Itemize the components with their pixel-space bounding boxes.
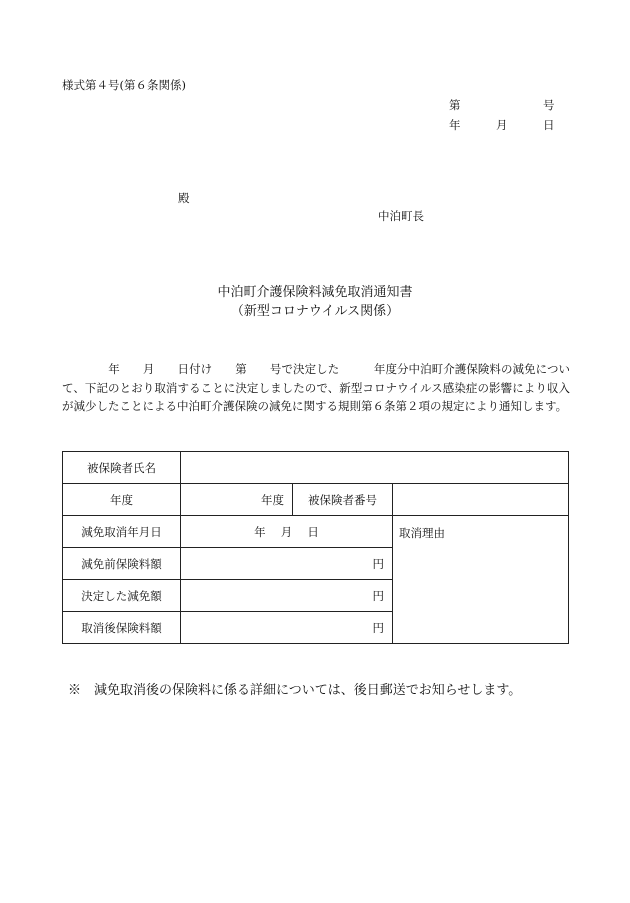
table-row-cancel-date [63, 516, 569, 548]
cancel-date-value: 年 月 日 [181, 516, 393, 548]
pre-premium-label: 減免前保険料額 [63, 548, 181, 580]
issuer-name: 中泊町長 [378, 209, 424, 223]
pre-premium-yen: 円 [181, 548, 393, 580]
insured-number-value [393, 484, 569, 516]
number-prefix: 第 [449, 98, 461, 112]
notice-body-paragraph: 年 月 日付け 第 号で決定した 年度分中泊町介護保険料の減免について、下記のとおり取消することに決定しましたので、新型コロナウイルス感染症の影響により収入が減少したことによる中泊町介護保険の減免に関する規則第６条第２項の規定により通知します。 [62, 362, 570, 413]
date-year: 年 [449, 118, 461, 132]
document-subtitle: （新型コロナウイルス関係） [230, 304, 400, 319]
table-row-fiscal-year [63, 484, 569, 516]
insured-number-label: 被保険者番号 [293, 484, 393, 516]
notice-details-table [62, 451, 569, 644]
insured-name-value [181, 452, 569, 484]
post-premium-yen: 円 [181, 612, 393, 644]
post-premium-label: 取消後保険料額 [63, 612, 181, 644]
insured-name-label: 被保険者氏名 [63, 452, 181, 484]
decided-amount-label: 決定した減免額 [63, 580, 181, 612]
table-row-insured-name [63, 452, 569, 484]
number-suffix: 号 [543, 98, 555, 112]
document-title: 中泊町介護保険料減免取消通知書 [217, 285, 413, 300]
date-day: 日 [543, 118, 555, 132]
date-month: 月 [496, 118, 508, 132]
cancel-reason-label: 取消理由 [393, 516, 569, 644]
fiscal-year-label: 年度 [63, 484, 181, 516]
footer-note: ※ 減免取消後の保険料に係る詳細については、後日郵送でお知らせします。 [68, 683, 522, 698]
addressee-honorific: 殿 [178, 191, 190, 205]
cancel-date-label: 減免取消年月日 [63, 516, 181, 548]
decided-amount-yen: 円 [181, 580, 393, 612]
fiscal-year-value: 年度 [181, 484, 293, 516]
form-number-label: 様式第４号(第６条関係) [62, 78, 186, 92]
